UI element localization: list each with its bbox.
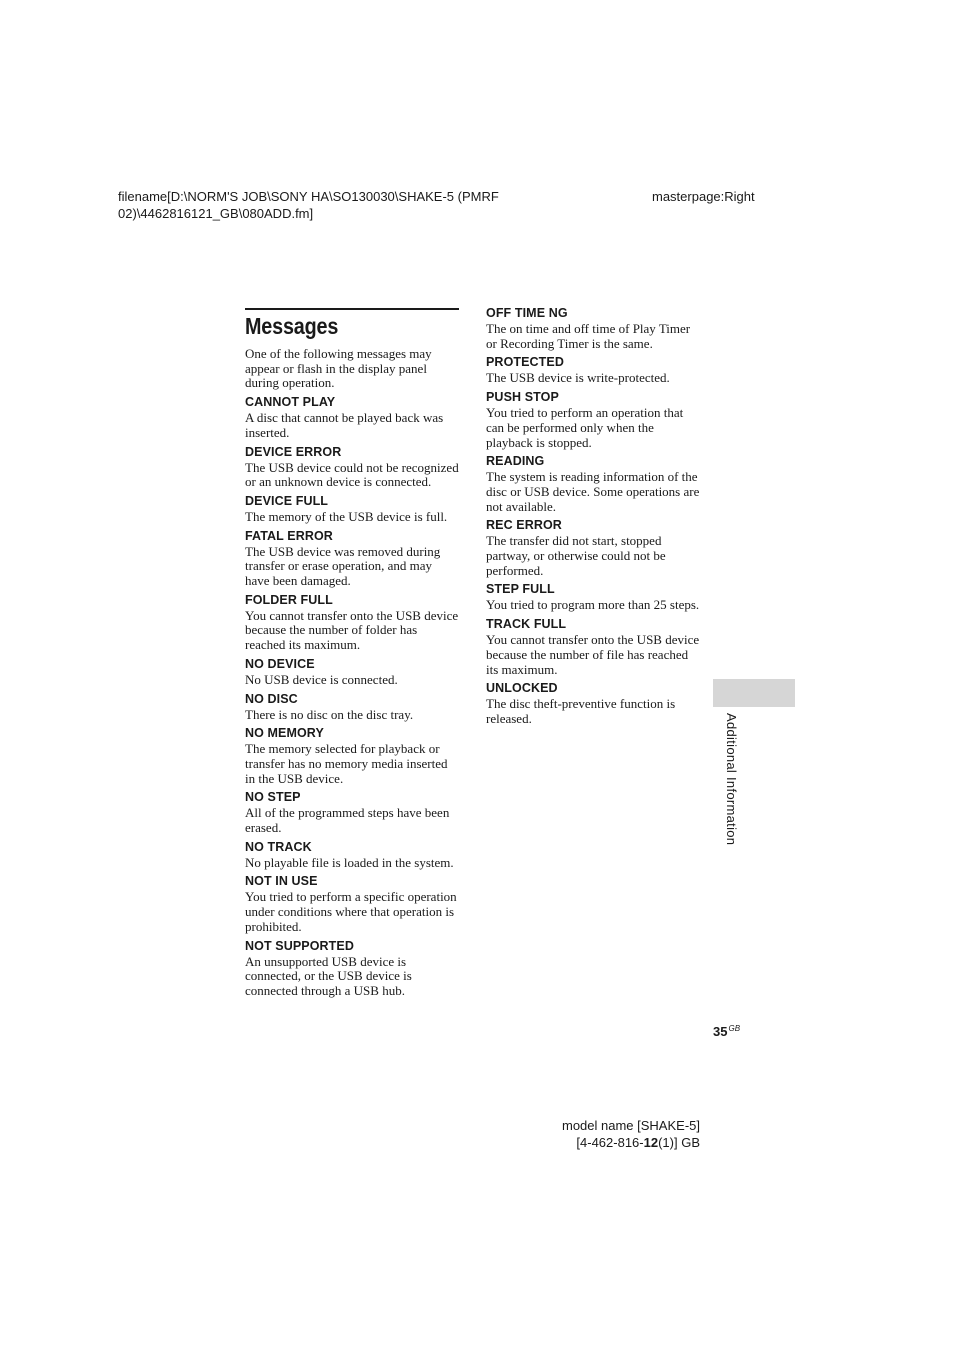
message-description: You tried to perform a specific operation under conditions where that operation is prohibited. bbox=[245, 889, 457, 934]
footer bbox=[530, 1118, 700, 1151]
message-label: REC ERROR bbox=[486, 518, 562, 533]
message-description: The system is reading information of the disc or USB device. Some operations are not available. bbox=[486, 469, 700, 514]
page-number-value: 35 bbox=[713, 1024, 728, 1039]
message-description: A disc that cannot be played back was inserted. bbox=[245, 410, 444, 440]
message-label: TRACK FULL bbox=[486, 617, 567, 632]
message-label: NO DEVICE bbox=[245, 656, 315, 671]
message-entry bbox=[245, 691, 459, 723]
footer-model-name: model name [SHAKE-5] bbox=[561, 1118, 700, 1133]
message-description: All of the programmed steps have been erased. bbox=[245, 805, 450, 836]
message-description: The memory of the USB device is full. bbox=[245, 508, 448, 524]
footer-code-prefix: [4-462-816- bbox=[576, 1134, 644, 1150]
message-entry bbox=[486, 305, 700, 351]
message-label: PUSH STOP bbox=[486, 390, 559, 405]
page-number bbox=[713, 1024, 740, 1039]
message-entry bbox=[245, 789, 459, 835]
page-title: Messages bbox=[245, 313, 339, 339]
message-description: The memory selected for playback or transfer has no memory media inserted in the USB device. bbox=[245, 741, 448, 786]
message-entry bbox=[486, 517, 700, 578]
footer-code-suffix: (1)] GB bbox=[658, 1134, 700, 1150]
right-column bbox=[486, 302, 700, 727]
message-label: DEVICE FULL bbox=[245, 493, 329, 508]
message-description: An unsupported USB device is connected, or the USB device is connected through a USB hub. bbox=[245, 953, 412, 998]
message-label: NO STEP bbox=[245, 790, 301, 805]
message-description: You tried to perform an operation that can be performed only when the playback is stopped. bbox=[486, 405, 684, 450]
message-description: No playable file is loaded in the system. bbox=[245, 854, 454, 870]
message-description: The USB device was removed during transfer or erase operation, and may have been damaged. bbox=[245, 543, 441, 589]
header-masterpage: masterpage:Right bbox=[652, 189, 755, 204]
message-label: NOT IN USE bbox=[245, 874, 318, 889]
message-description: The disc theft-preventive function is released. bbox=[486, 696, 676, 726]
message-label: NO TRACK bbox=[245, 839, 312, 854]
message-label: OFF TIME NG bbox=[486, 306, 568, 320]
message-list-left bbox=[245, 394, 459, 999]
message-entry bbox=[486, 581, 700, 613]
message-label: FATAL ERROR bbox=[245, 528, 333, 543]
message-label: READING bbox=[486, 454, 545, 469]
section-tab bbox=[713, 679, 795, 707]
message-label: NOT SUPPORTED bbox=[245, 938, 354, 953]
message-entry bbox=[486, 680, 700, 726]
message-description: The on time and off time of Play Timer or Recording Timer is the same. bbox=[486, 321, 691, 351]
message-label: STEP FULL bbox=[486, 582, 555, 597]
message-label: NO MEMORY bbox=[245, 726, 324, 741]
footer-code bbox=[530, 1135, 700, 1152]
message-description: You cannot transfer onto the USB device because the number of folder has reached its maximum. bbox=[245, 607, 459, 653]
message-entry bbox=[245, 592, 459, 653]
section-tab-label: Additional Information bbox=[724, 713, 739, 846]
message-label: NO DISC bbox=[245, 691, 298, 706]
header-filename: filename[D:\NORM'S JOB\SONY HA\SO130030\SHAKE-5 (PMRF 02)\4462816121_GB\080ADD.fm] bbox=[118, 189, 499, 221]
message-description: You tried to program more than 25 steps. bbox=[486, 597, 700, 613]
message-description: No USB device is connected. bbox=[245, 671, 398, 687]
message-label: FOLDER FULL bbox=[245, 592, 333, 607]
footer-code-bold: 12 bbox=[643, 1134, 659, 1150]
message-entry bbox=[245, 528, 459, 589]
message-entry bbox=[245, 394, 459, 440]
page-number-suffix: GB bbox=[728, 1024, 741, 1033]
message-entry bbox=[245, 839, 459, 871]
message-label: CANNOT PLAY bbox=[245, 395, 336, 410]
intro-text: One of the following messages may appear or flash in the display panel during operation. bbox=[245, 346, 432, 391]
message-description: You cannot transfer onto the USB device because the number of file has reached its maximum. bbox=[486, 632, 700, 677]
message-label: UNLOCKED bbox=[486, 681, 558, 696]
message-entry bbox=[486, 616, 700, 677]
message-label: DEVICE ERROR bbox=[245, 444, 342, 459]
message-list-right bbox=[486, 305, 700, 727]
message-entry bbox=[245, 873, 459, 934]
message-entry bbox=[245, 725, 459, 786]
message-description: The USB device could not be recognized or an unknown device is connected. bbox=[245, 459, 459, 490]
message-entry bbox=[486, 354, 700, 386]
message-entry bbox=[245, 656, 459, 688]
title-rule bbox=[245, 308, 459, 310]
message-entry bbox=[486, 389, 700, 450]
message-entry bbox=[245, 938, 459, 999]
message-description: The transfer did not start, stopped partway, or otherwise could not be performed. bbox=[486, 533, 666, 578]
message-entry bbox=[245, 444, 459, 490]
message-entry bbox=[486, 453, 700, 514]
left-column bbox=[245, 308, 459, 999]
message-description: The USB device is write-protected. bbox=[486, 370, 670, 386]
message-label: PROTECTED bbox=[486, 355, 564, 370]
message-entry bbox=[245, 493, 459, 525]
message-description: There is no disc on the disc tray. bbox=[245, 706, 414, 722]
